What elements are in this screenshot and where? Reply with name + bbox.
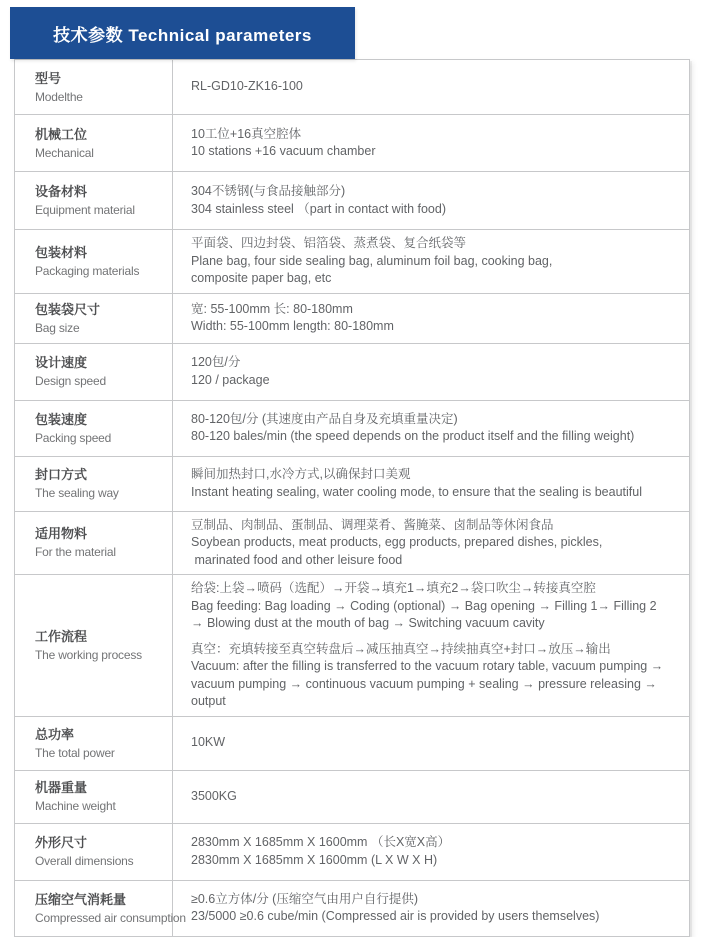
value-line: composite paper bag, etc <box>191 271 332 285</box>
value-line: 真空：充填转接至真空转盘后→减压抽真空→持续抽真空+封口→放压→输出 <box>191 641 611 656</box>
table-row <box>15 114 689 171</box>
row-label-cell <box>15 344 173 400</box>
value-line: Vacuum: after the filling is transferred to the vacuum rotary table, vacuum pumping → <box>191 659 664 673</box>
value-line: 120 / package <box>191 372 270 387</box>
row-label-en: Equipment material <box>35 203 135 217</box>
row-label-en: Design speed <box>35 374 106 388</box>
row-value-cell <box>173 512 689 575</box>
value-line: 豆制品、肉制品、蛋制品、调理菜肴、酱腌菜、卤制品等休闲食品 <box>191 517 554 532</box>
row-label-cell <box>15 172 173 229</box>
value-line: 304 stainless steel （part in contact with food) <box>191 201 446 216</box>
row-value-cell <box>173 230 689 293</box>
row-label-en: The working process <box>35 647 142 662</box>
value-line: 80-120包/分 (其速度由产品自身及充填重量决定) <box>191 411 458 426</box>
value-line: 瞬间加热封口,水冷方式,以确保封口美观 <box>191 467 411 481</box>
row-value-cell <box>173 771 689 823</box>
table-row <box>15 293 689 343</box>
value-line: 宽: 55-100mm 长: 80-180mm <box>191 301 353 316</box>
row-value-cell <box>173 575 689 716</box>
value-line: marinated food and other leisure food <box>191 552 403 567</box>
row-label-cell <box>15 60 173 114</box>
table-row <box>15 574 689 716</box>
row-value-cell <box>173 115 689 171</box>
value-line: 10 stations +16 vacuum chamber <box>191 144 376 158</box>
row-label-zh: 设计速度 <box>35 355 88 370</box>
row-label-zh: 包装材料 <box>35 244 88 260</box>
value-line: 10工位+16真空腔体 <box>191 126 302 141</box>
page-title: 技术参数 Technical parameters <box>10 7 355 59</box>
row-label-zh: 工作流程 <box>35 628 88 644</box>
row-label-cell <box>15 881 186 936</box>
row-value-cell <box>173 344 689 400</box>
row-label-en: Compressed air consumption <box>35 910 186 925</box>
row-label-zh: 设备材料 <box>35 184 88 199</box>
row-label-zh: 封口方式 <box>35 467 88 482</box>
value-line: Bag feeding: Bag loading → Coding (optional) → Bag opening → Filling 1→ Filling 2 <box>191 598 657 613</box>
table-row <box>15 456 689 511</box>
row-label-en: The sealing way <box>35 486 119 500</box>
table-row <box>15 343 689 400</box>
row-label-cell <box>15 512 173 575</box>
row-label-en: The total power <box>35 745 115 760</box>
table-row <box>15 823 689 880</box>
value-line: 3500KG <box>191 788 237 803</box>
row-label-cell <box>15 230 173 293</box>
value-line: Plane bag, four side sealing bag, aluminum foil bag, cooking bag, <box>191 253 553 268</box>
row-label-zh: 包装袋尺寸 <box>35 301 101 317</box>
value-line: RL-GD10-ZK16-100 <box>191 79 303 94</box>
row-label-zh: 压缩空气消耗量 <box>35 891 127 907</box>
row-label-cell <box>15 115 173 171</box>
value-line: 2830mm X 1685mm X 1600mm （长X宽X高） <box>191 835 451 849</box>
value-line: 120包/分 <box>191 355 241 369</box>
table-row <box>15 400 689 456</box>
value-line: 304不锈钢(与食品接触部分) <box>191 184 346 198</box>
value-line: 给袋:上袋→喷码（选配）→开袋→填充1→填充2→袋口吹尘→转接真空腔 <box>191 581 596 595</box>
row-value-cell <box>173 717 689 770</box>
row-label-en: Bag size <box>35 320 80 335</box>
value-line: 23/5000 ≥0.6 cube/min (Compressed air is provided by users themselves) <box>191 909 600 923</box>
table-row <box>15 171 689 229</box>
value-line: Soybean products, meat products, egg products, prepared dishes, pickles, <box>191 535 603 549</box>
table-row <box>15 229 689 293</box>
row-label-zh: 机械工位 <box>35 126 88 142</box>
value-line: 10KW <box>191 735 226 750</box>
row-label-en: For the material <box>35 545 116 560</box>
value-paragraph-gap <box>191 633 681 641</box>
row-value-cell <box>173 60 689 114</box>
value-line: ≥0.6立方体/分 (压缩空气由用户自行提供) <box>191 891 419 906</box>
value-line: 80-120 bales/min (the speed depends on the product itself and the filling weight) <box>191 429 635 443</box>
row-label-zh: 型号 <box>35 70 62 86</box>
row-label-en: Packaging materials <box>35 263 140 278</box>
row-label-en: Mechanical <box>35 145 94 160</box>
row-label-zh: 外形尺寸 <box>35 835 88 850</box>
value-line: vacuum pumping → continuous vacuum pumping + sealing → pressure releasing → output <box>191 676 661 708</box>
row-label-zh: 适用物料 <box>35 526 88 542</box>
spec-table <box>14 59 690 937</box>
row-label-en: Packing speed <box>35 430 112 445</box>
row-label-cell <box>15 717 173 770</box>
table-row <box>15 716 689 770</box>
row-value-cell <box>173 457 689 511</box>
row-label-zh: 包装速度 <box>35 411 88 427</box>
row-label-cell <box>15 457 173 511</box>
row-label-cell <box>15 401 173 456</box>
row-label-cell <box>15 771 173 823</box>
row-value-cell <box>173 881 689 936</box>
table-row <box>15 880 689 936</box>
value-line: Width: 55-100mm length: 80-180mm <box>191 319 394 333</box>
value-line: 平面袋、四边封袋、铝箔袋、蒸煮袋、复合纸袋等 <box>191 236 467 250</box>
row-label-zh: 机器重量 <box>35 780 88 795</box>
table-row <box>15 511 689 575</box>
row-label-cell <box>15 824 173 880</box>
row-value-cell <box>173 294 689 343</box>
row-label-en: Overall dimensions <box>35 854 134 868</box>
row-label-cell <box>15 575 173 716</box>
row-label-en: Modelthe <box>35 89 83 104</box>
row-label-cell <box>15 294 173 343</box>
row-label-zh: 总功率 <box>35 726 75 742</box>
value-line: 2830mm X 1685mm X 1600mm (L X W X H) <box>191 852 438 867</box>
row-value-cell <box>173 824 689 880</box>
table-row <box>15 770 689 823</box>
row-value-cell <box>173 172 689 229</box>
value-line: → Blowing dust at the mouth of bag → Switching vacuum cavity <box>191 616 545 630</box>
value-line: Instant heating sealing, water cooling mode, to ensure that the sealing is beautiful <box>191 484 642 499</box>
row-label-en: Machine weight <box>35 799 116 813</box>
table-row <box>15 60 689 114</box>
row-value-cell <box>173 401 689 456</box>
